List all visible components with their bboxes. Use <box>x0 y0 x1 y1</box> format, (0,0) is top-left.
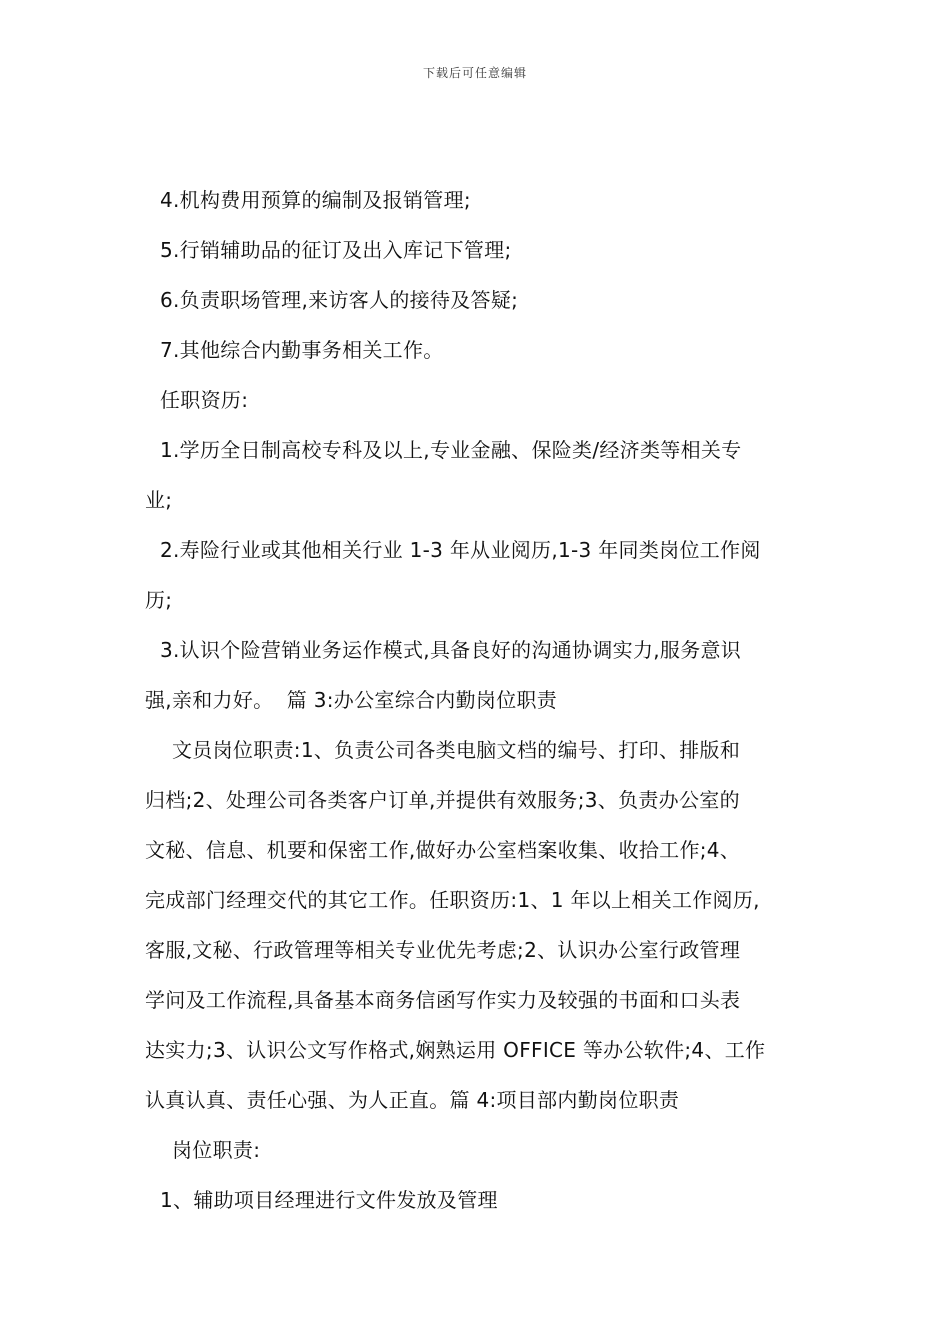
qualification-item-3-cont: 强,亲和力好。 篇 3:办公室综合内勤岗位职责 <box>145 688 558 712</box>
paragraph-line: 学问及工作流程,具备基本商务信函写作实力及较强的书面和口头表 <box>145 988 741 1012</box>
paragraph-line: 完成部门经理交代的其它工作。任职资历:1、1 年以上相关工作阅历, <box>145 888 760 912</box>
duty-item-5: 5.行销辅助品的征订及出入库记下管理; <box>160 238 512 262</box>
paragraph-line: 归档;2、处理公司各类客户订单,并提供有效服务;3、负责办公室的 <box>145 788 740 812</box>
paragraph-line: 文秘、信息、机要和保密工作,做好办公室档案收集、收拾工作;4、 <box>145 838 741 862</box>
duty-item-4: 4.机构费用预算的编制及报销管理; <box>160 188 471 212</box>
page-header: 下载后可任意编辑 <box>422 66 527 80</box>
paragraph-line: 认真认真、责任心强、为人正直。篇 4:项目部内勤岗位职责 <box>145 1088 680 1112</box>
qualification-item-1: 1.学历全日制高校专科及以上,专业金融、保险类/经济类等相关专 <box>160 438 742 462</box>
duty-item-1: 1、辅助项目经理进行文件发放及管理 <box>160 1188 498 1212</box>
qualification-item-3: 3.认识个险营销业务运作模式,具备良好的沟通协调实力,服务意识 <box>160 638 742 662</box>
qualification-item-2: 2.寿险行业或其他相关行业 1-3 年从业阅历,1-3 年同类岗位工作阅 <box>160 538 761 562</box>
document-body <box>145 175 815 1225</box>
duties-heading: 岗位职责: <box>172 1138 261 1162</box>
qualification-heading: 任职资历: <box>160 388 249 412</box>
paragraph-line: 客服,文秘、行政管理等相关专业优先考虑;2、认识办公室行政管理 <box>145 938 741 962</box>
paragraph-line: 达实力;3、认识公文写作格式,娴熟运用 OFFICE 等办公软件;4、工作 <box>145 1038 766 1062</box>
qualification-item-1-cont: 业; <box>145 488 173 512</box>
qualification-item-2-cont: 历; <box>145 588 173 612</box>
duty-item-7: 7.其他综合内勤事务相关工作。 <box>160 338 444 362</box>
duty-item-6: 6.负责职场管理,来访客人的接待及答疑; <box>160 288 519 312</box>
paragraph-line: 文员岗位职责:1、负责公司各类电脑文档的编号、打印、排版和 <box>172 738 741 762</box>
